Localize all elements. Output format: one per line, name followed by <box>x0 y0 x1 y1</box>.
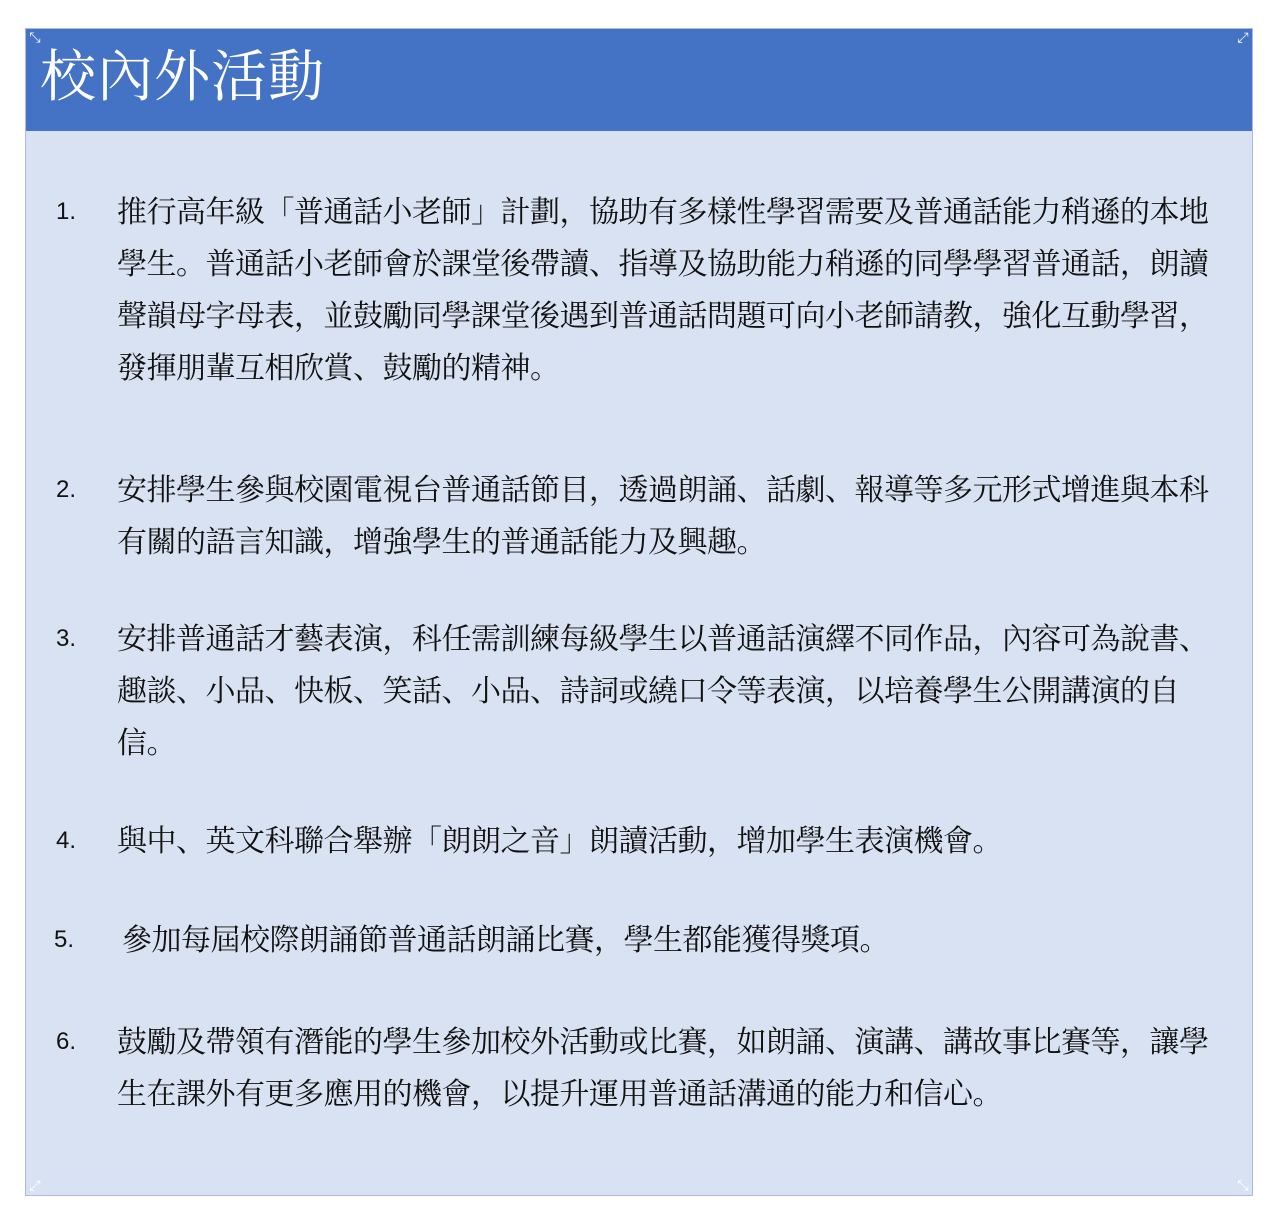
item-number: 5. <box>54 926 75 953</box>
item-text: 安排普通話才藝表演，科任需訓練每級學生以普通話演繹不同作品，內容可為說書、趣談、小品、快板、笑話、小品、詩詞或繞口令等表演，以培養學生公開講演的自信。 <box>117 622 1209 761</box>
panel-header <box>26 29 1252 131</box>
resize-handle-bottom-left-icon[interactable]: ⤢ <box>29 1178 41 1194</box>
panel-title: 校內外活動 <box>40 45 325 110</box>
item-number: 2. <box>56 476 77 503</box>
item-text: 推行高年級「普通話小老師」計劃，協助有多樣性學習需要及普通話能力稍遜的本地學生。普通話小老師會於課堂後帶讀、指導及協助能力稍遜的同學學習普通話，朗讀聲韻母字母表，並鼓勵同學課堂後遇到普通話問題可向小老師請教，強化互動學習，發揮朋輩互相欣賞、鼓勵的精神。 <box>117 195 1209 386</box>
resize-handle-bottom-right-icon[interactable]: ⤡ <box>1237 1178 1249 1194</box>
resize-handle-top-right-icon[interactable]: ⤢ <box>1237 30 1249 46</box>
resize-handle-top-left-icon[interactable]: ⤡ <box>29 30 41 46</box>
item-text: 與中、英文科聯合舉辦「朗朗之音」朗讀活動，增加學生表演機會。 <box>117 824 1002 859</box>
activities-panel <box>25 28 1253 1196</box>
item-text: 安排學生參與校園電視台普通話節目，透過朗誦、話劇、報導等多元形式增進與本科有關的語言知識，增強學生的普通話能力及興趣。 <box>117 473 1209 560</box>
item-number: 4. <box>56 827 77 854</box>
item-number: 6. <box>56 1028 77 1055</box>
item-text: 參加每屆校際朗誦節普通話朗誦比賽，學生都能獲得獎項。 <box>122 923 889 958</box>
item-number: 3. <box>56 625 77 652</box>
item-number: 1. <box>56 198 77 225</box>
item-text: 鼓勵及帶領有潛能的學生參加校外活動或比賽，如朗誦、演講、講故事比賽等，讓學生在課外有更多應用的機會，以提升運用普通話溝通的能力和信心。 <box>117 1025 1209 1112</box>
